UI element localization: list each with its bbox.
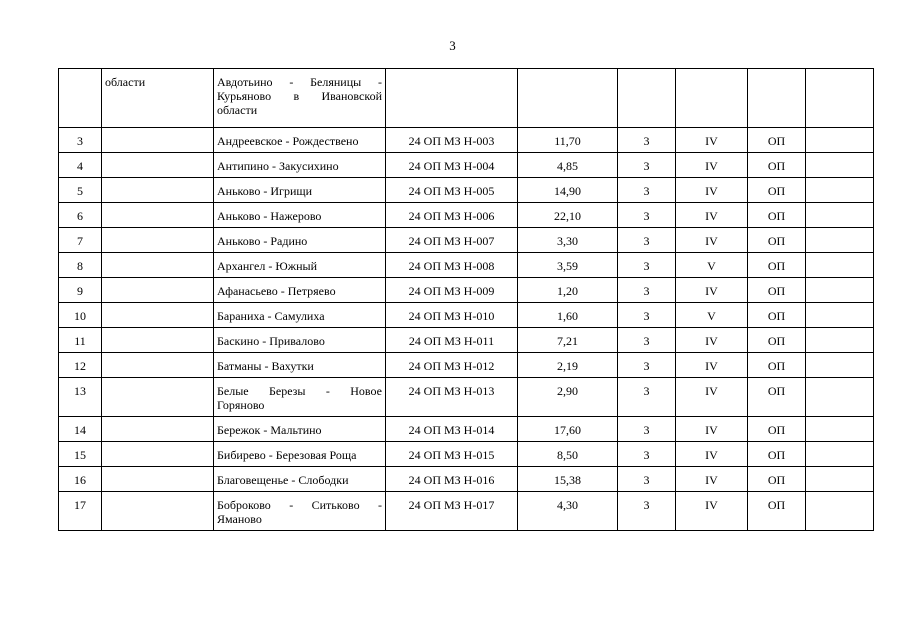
- road-name-line: Аньково - Игрищи: [217, 184, 313, 198]
- cell-length: 17,60: [518, 417, 618, 442]
- cell-region: [102, 328, 214, 353]
- cell-code: 24 ОП МЗ Н-004: [386, 153, 518, 178]
- cell-code: 24 ОП МЗ Н-015: [386, 442, 518, 467]
- cell-lanes: 3: [618, 467, 676, 492]
- cell-lanes: 3: [618, 492, 676, 531]
- cell-length: 14,90: [518, 178, 618, 203]
- cell-code: 24 ОП МЗ Н-006: [386, 203, 518, 228]
- cell-length: 15,38: [518, 467, 618, 492]
- cell-extra: [806, 128, 874, 153]
- cell-road-name: [214, 69, 386, 128]
- cell-extra: [806, 228, 874, 253]
- cell-type: ОП: [748, 153, 806, 178]
- cell-extra: [806, 178, 874, 203]
- cell-category: IV: [676, 228, 748, 253]
- table-row: [59, 328, 874, 353]
- cell-region: [102, 153, 214, 178]
- cell-code: 24 ОП МЗ Н-003: [386, 128, 518, 153]
- cell-extra: [806, 353, 874, 378]
- road-name-line: Курьяново в Ивановской: [217, 89, 382, 103]
- cell-num: 3: [59, 128, 102, 153]
- cell-region: области: [102, 69, 214, 128]
- table-row: [59, 353, 874, 378]
- cell-type: ОП: [748, 328, 806, 353]
- road-name-line: Батманы - Вахутки: [217, 359, 314, 373]
- cell-category: IV: [676, 378, 748, 417]
- cell-road-name: [214, 228, 386, 253]
- cell-region: [102, 128, 214, 153]
- cell-length: 4,30: [518, 492, 618, 531]
- road-name-line: области: [217, 103, 258, 117]
- cell-category: IV: [676, 128, 748, 153]
- table-body: [59, 69, 874, 531]
- cell-num: 6: [59, 203, 102, 228]
- cell-code: 24 ОП МЗ Н-010: [386, 303, 518, 328]
- cell-category: IV: [676, 442, 748, 467]
- cell-type: ОП: [748, 417, 806, 442]
- cell-category: IV: [676, 203, 748, 228]
- cell-region: [102, 378, 214, 417]
- cell-type: ОП: [748, 128, 806, 153]
- cell-code: 24 ОП МЗ Н-008: [386, 253, 518, 278]
- cell-road-name: [214, 378, 386, 417]
- cell-code: 24 ОП МЗ Н-011: [386, 328, 518, 353]
- table-row: [59, 128, 874, 153]
- cell-region: [102, 253, 214, 278]
- cell-num: 14: [59, 417, 102, 442]
- cell-length: [518, 69, 618, 128]
- table-row: [59, 228, 874, 253]
- cell-code: 24 ОП МЗ Н-007: [386, 228, 518, 253]
- cell-lanes: 3: [618, 253, 676, 278]
- cell-road-name: [214, 203, 386, 228]
- cell-code: [386, 69, 518, 128]
- roads-table: [58, 68, 874, 531]
- table-row: [59, 203, 874, 228]
- cell-extra: [806, 467, 874, 492]
- cell-road-name: [214, 442, 386, 467]
- road-name-line: Бараниха - Самулиха: [217, 309, 325, 323]
- cell-category: V: [676, 303, 748, 328]
- cell-length: 2,90: [518, 378, 618, 417]
- cell-num: [59, 69, 102, 128]
- cell-type: ОП: [748, 228, 806, 253]
- cell-code: 24 ОП МЗ Н-012: [386, 353, 518, 378]
- cell-lanes: 3: [618, 203, 676, 228]
- cell-region: [102, 178, 214, 203]
- cell-num: 12: [59, 353, 102, 378]
- cell-lanes: 3: [618, 442, 676, 467]
- road-name-line: Архангел - Южный: [217, 259, 318, 273]
- road-name-line: Бибирево - Березовая Роща: [217, 448, 357, 462]
- cell-lanes: 3: [618, 278, 676, 303]
- cell-road-name: [214, 328, 386, 353]
- cell-length: 22,10: [518, 203, 618, 228]
- cell-extra: [806, 69, 874, 128]
- cell-lanes: [618, 69, 676, 128]
- cell-code: 24 ОП МЗ Н-005: [386, 178, 518, 203]
- cell-length: 7,21: [518, 328, 618, 353]
- cell-type: ОП: [748, 467, 806, 492]
- road-name-line: Благовещенье - Слободки: [217, 473, 349, 487]
- cell-extra: [806, 378, 874, 417]
- cell-extra: [806, 303, 874, 328]
- road-name-line: Горяново: [217, 398, 265, 412]
- cell-lanes: 3: [618, 417, 676, 442]
- cell-type: ОП: [748, 178, 806, 203]
- cell-type: ОП: [748, 253, 806, 278]
- cell-road-name: [214, 467, 386, 492]
- cell-region: [102, 278, 214, 303]
- road-name-line: Аньково - Радино: [217, 234, 308, 248]
- cell-category: V: [676, 253, 748, 278]
- cell-code: 24 ОП МЗ Н-009: [386, 278, 518, 303]
- cell-category: IV: [676, 417, 748, 442]
- cell-road-name: [214, 178, 386, 203]
- cell-lanes: 3: [618, 178, 676, 203]
- cell-region: [102, 303, 214, 328]
- cell-num: 9: [59, 278, 102, 303]
- cell-region: [102, 417, 214, 442]
- cell-category: IV: [676, 492, 748, 531]
- road-name-line: Белые Березы - Новое: [217, 384, 382, 398]
- cell-type: ОП: [748, 303, 806, 328]
- cell-extra: [806, 203, 874, 228]
- cell-type: [748, 69, 806, 128]
- road-name-line: Афанасьево - Петряево: [217, 284, 336, 298]
- cell-num: 16: [59, 467, 102, 492]
- cell-num: 4: [59, 153, 102, 178]
- cell-road-name: [214, 417, 386, 442]
- cell-category: IV: [676, 328, 748, 353]
- cell-num: 7: [59, 228, 102, 253]
- cell-length: 3,59: [518, 253, 618, 278]
- cell-lanes: 3: [618, 378, 676, 417]
- cell-code: 24 ОП МЗ Н-016: [386, 467, 518, 492]
- cell-lanes: 3: [618, 153, 676, 178]
- cell-length: 8,50: [518, 442, 618, 467]
- cell-length: 1,60: [518, 303, 618, 328]
- cell-extra: [806, 328, 874, 353]
- table-row: [59, 153, 874, 178]
- cell-region: [102, 203, 214, 228]
- cell-category: IV: [676, 467, 748, 492]
- cell-extra: [806, 253, 874, 278]
- table-row: [59, 467, 874, 492]
- cell-region: [102, 353, 214, 378]
- table-row-continued: [59, 69, 874, 128]
- cell-extra: [806, 153, 874, 178]
- cell-road-name: [214, 353, 386, 378]
- cell-code: 24 ОП МЗ Н-013: [386, 378, 518, 417]
- cell-code: 24 ОП МЗ Н-017: [386, 492, 518, 531]
- cell-road-name: [214, 128, 386, 153]
- cell-num: 5: [59, 178, 102, 203]
- cell-road-name: [214, 492, 386, 531]
- cell-category: [676, 69, 748, 128]
- table-row: [59, 417, 874, 442]
- road-name-line: Антипино - Закусихино: [217, 159, 339, 173]
- cell-type: ОП: [748, 378, 806, 417]
- cell-length: 3,30: [518, 228, 618, 253]
- cell-lanes: 3: [618, 328, 676, 353]
- cell-lanes: 3: [618, 128, 676, 153]
- cell-lanes: 3: [618, 353, 676, 378]
- cell-region: [102, 228, 214, 253]
- road-name-line: Ямановo: [217, 512, 262, 526]
- road-name-line: Аньково - Нажерово: [217, 209, 322, 223]
- cell-type: ОП: [748, 278, 806, 303]
- cell-num: 13: [59, 378, 102, 417]
- cell-extra: [806, 442, 874, 467]
- cell-category: IV: [676, 353, 748, 378]
- road-name-line: Андреевское - Рождествено: [217, 134, 359, 148]
- road-name-line: Бережок - Мальтино: [217, 423, 322, 437]
- cell-type: ОП: [748, 203, 806, 228]
- cell-road-name: [214, 303, 386, 328]
- cell-lanes: 3: [618, 228, 676, 253]
- cell-code: 24 ОП МЗ Н-014: [386, 417, 518, 442]
- table-row: [59, 178, 874, 203]
- table-row: [59, 278, 874, 303]
- table-row: [59, 442, 874, 467]
- cell-category: IV: [676, 278, 748, 303]
- cell-length: 11,70: [518, 128, 618, 153]
- road-name-line: Баскино - Привалово: [217, 334, 325, 348]
- cell-extra: [806, 492, 874, 531]
- cell-road-name: [214, 153, 386, 178]
- cell-length: 2,19: [518, 353, 618, 378]
- cell-lanes: 3: [618, 303, 676, 328]
- table-row: [59, 303, 874, 328]
- cell-category: IV: [676, 178, 748, 203]
- cell-road-name: [214, 278, 386, 303]
- cell-extra: [806, 417, 874, 442]
- cell-road-name: [214, 253, 386, 278]
- cell-length: 4,85: [518, 153, 618, 178]
- road-name-line: Боброково - Ситьково -: [217, 498, 382, 512]
- cell-region: [102, 492, 214, 531]
- cell-category: IV: [676, 153, 748, 178]
- cell-type: ОП: [748, 442, 806, 467]
- cell-num: 15: [59, 442, 102, 467]
- cell-length: 1,20: [518, 278, 618, 303]
- cell-num: 11: [59, 328, 102, 353]
- cell-region: [102, 442, 214, 467]
- table-row: [59, 253, 874, 278]
- cell-num: 8: [59, 253, 102, 278]
- table-row: [59, 378, 874, 417]
- cell-type: ОП: [748, 492, 806, 531]
- cell-type: ОП: [748, 353, 806, 378]
- cell-num: 10: [59, 303, 102, 328]
- cell-region: [102, 467, 214, 492]
- page-number: 3: [449, 38, 456, 53]
- cell-num: 17: [59, 492, 102, 531]
- cell-extra: [806, 278, 874, 303]
- table-row: [59, 492, 874, 531]
- road-name-line: Авдотьино - Беляницы -: [217, 75, 382, 89]
